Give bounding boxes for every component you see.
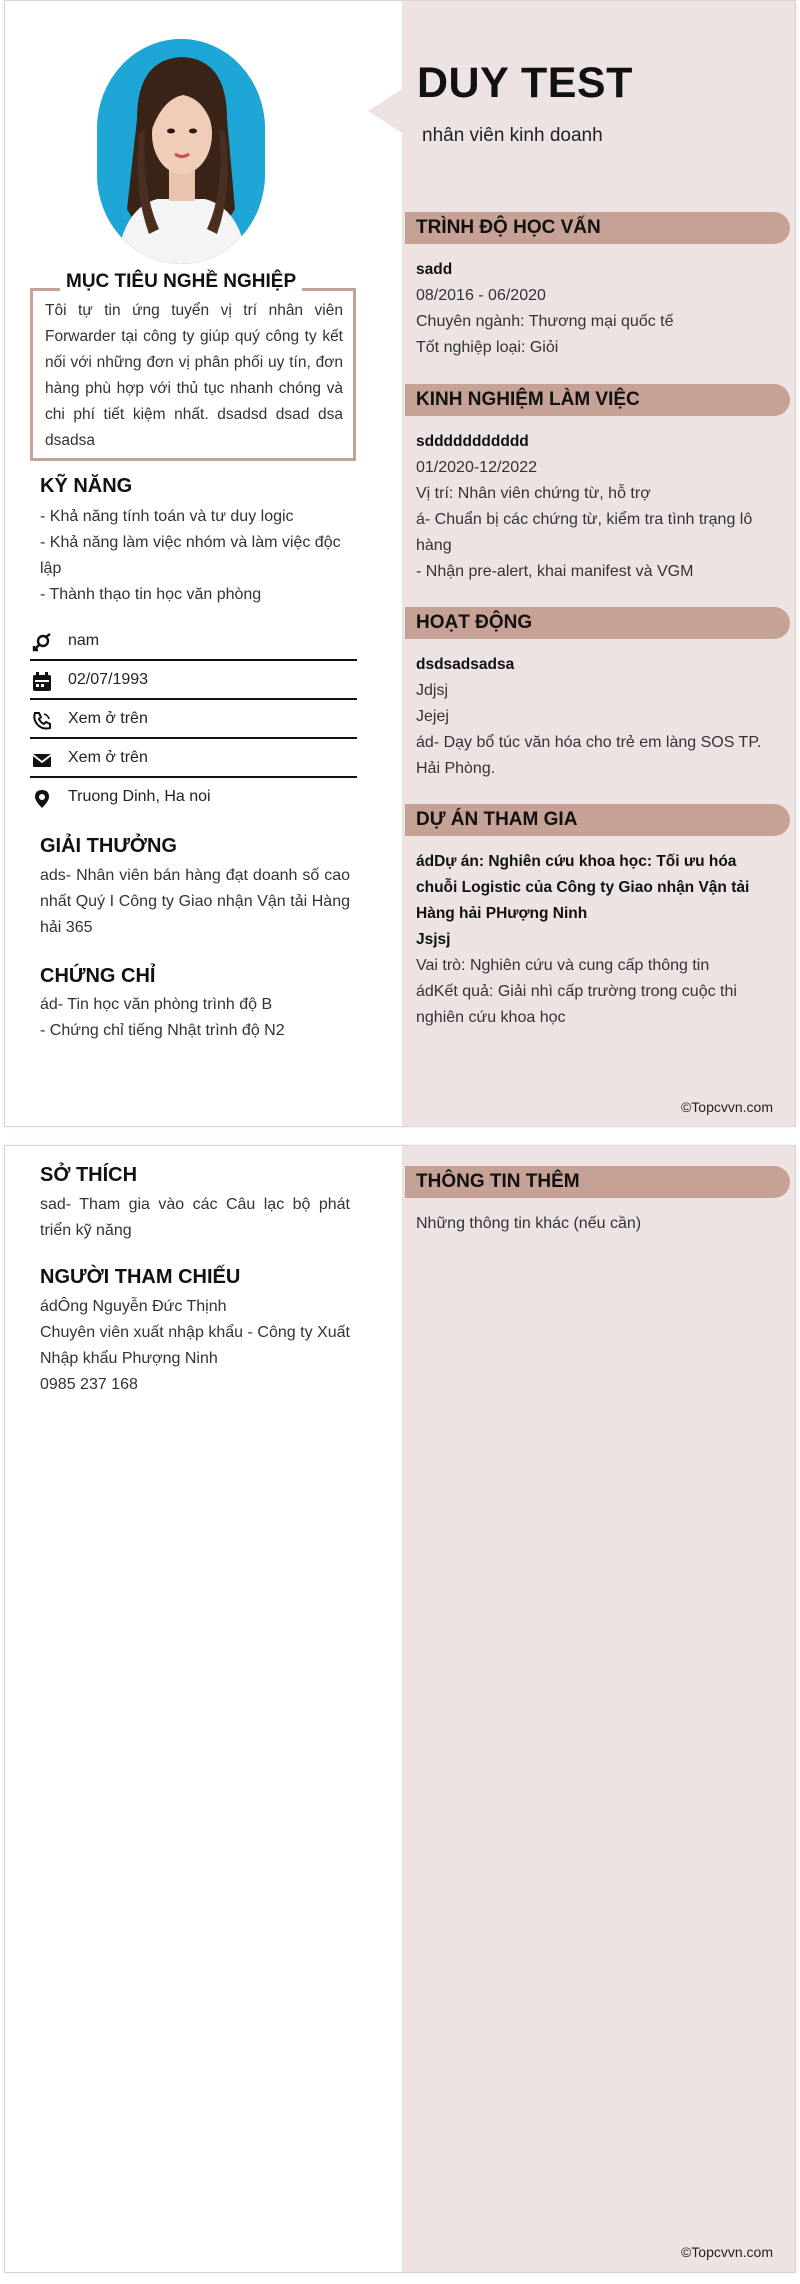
contact-email: Xem ở trên [68, 749, 148, 766]
email-icon [32, 750, 52, 770]
experience-line: - Nhận pre-alert, khai manifest và VGM [416, 563, 694, 580]
reference-line: ádÔng Nguyễn Đức Thịnh [40, 1298, 227, 1315]
activities-line: Jejej [416, 708, 449, 725]
awards-title: GIẢI THƯỞNG [40, 835, 177, 857]
activities-line: Jdjsj [416, 682, 449, 699]
experience-line: Vị trí: Nhân viên chứng từ, hỗ trợ [416, 485, 651, 502]
project-name: ádDự án: Nghiên cứu khoa học: Tối ưu hóa chuỗi Logistic của Công ty Giao nhận Vận tải Hàng hải PHượng Ninh [416, 853, 750, 922]
certificate-item: ád- Tin học văn phòng trình độ B [40, 996, 273, 1013]
phone-icon [32, 711, 52, 731]
skill-item: - Khả năng tính toán và tư duy logic [40, 508, 294, 525]
certificates-list [40, 992, 350, 1044]
education-period: 08/2016 - 06/2020 [416, 287, 546, 304]
calendar-icon [32, 672, 52, 692]
footer-brand: ©Topcvvn.com [680, 2244, 773, 2260]
experience-period: 01/2020-12/2022 [416, 459, 537, 476]
contact-phone: Xem ở trên [68, 710, 148, 727]
contact-address: Truong Dinh, Ha noi [68, 788, 211, 805]
activities-heading: HOẠT ĐỘNG [405, 607, 790, 639]
contact-gender: nam [68, 632, 100, 649]
cv-page-2 [4, 1145, 796, 2273]
objective-box [30, 288, 356, 461]
hobbies-title: SỞ THÍCH [40, 1164, 138, 1186]
reference-line: Chuyên viên xuất nhập khẩu - Công ty Xuất Nhập khẩu Phượng Ninh [40, 1324, 350, 1367]
certificates-title: CHỨNG CHỈ [40, 965, 156, 987]
gender-icon [32, 633, 52, 653]
additional-text: Những thông tin khác (nếu cần) [416, 1215, 642, 1232]
contact-gender-row [30, 623, 357, 661]
references-content [40, 1294, 350, 1398]
certificate-item: - Chứng chỉ tiếng Nhật trình độ N2 [40, 1022, 285, 1039]
skills-title: KỸ NĂNG [40, 475, 133, 497]
education-content [416, 257, 771, 361]
experience-content [416, 429, 771, 585]
contact-birthday: 02/07/1993 [68, 671, 149, 688]
experience-line: á- Chuẩn bị các chứng từ, kiểm tra tình trạng lô hàng [416, 511, 753, 554]
additional-heading: THÔNG TIN THÊM [405, 1166, 790, 1198]
objective-text: Tôi tự tin ứng tuyển vị trí nhân viên Forwarder tại công ty giúp quý công ty kết nối với những đơn vị phân phối uy tín, đơn hàng phù hợp với thủ tục nhanh chóng và chi phí tiết kiệm nhất. dsadsd dsad dsa dsadsa [45, 302, 343, 449]
activities-line: ád- Dạy bổ túc văn hóa cho trẻ em làng SOS TP. Hải Phòng. [416, 734, 762, 777]
skill-item: - Thành thạo tin học văn phòng [40, 586, 262, 603]
references-title: NGƯỜI THAM CHIẾU [40, 1266, 241, 1288]
right-column [402, 1146, 795, 2272]
avatar [97, 39, 265, 264]
footer-brand: ©Topcvvn.com [680, 1099, 773, 1115]
candidate-name: DUY TEST [417, 59, 633, 107]
objective-title: MỤC TIÊU NGHỀ NGHIỆP [60, 271, 302, 293]
contact-phone-row [30, 701, 357, 739]
activities-content [416, 652, 771, 782]
experience-company: sddddddddddd [416, 433, 529, 450]
skills-list [40, 504, 350, 608]
project-line: ádKết quả: Giải nhì cấp trường trong cuộc thi nghiên cứu khoa học [416, 983, 737, 1026]
hobbies-text: sad- Tham gia vào các Câu lạc bộ phát triển kỹ năng [40, 1196, 350, 1239]
education-grade: Tốt nghiệp loại: Giỏi [416, 339, 559, 356]
education-heading: TRÌNH ĐỘ HỌC VẤN [405, 212, 790, 244]
skill-item: - Khả năng làm việc nhóm và làm việc độc lập [40, 534, 341, 577]
education-school: sadd [416, 261, 453, 278]
awards-text: ads- Nhân viên bán hàng đạt doanh số cao nhất Quý I Công ty Giao nhận Vận tải Hàng hải 365 [40, 867, 350, 936]
speech-pointer [368, 89, 402, 133]
contact-address-row [30, 779, 357, 817]
activities-org: dsdsadsadsa [416, 656, 515, 673]
reference-line: 0985 237 168 [40, 1376, 138, 1393]
experience-heading: KINH NGHIỆM LÀM VIỆC [405, 384, 790, 416]
projects-heading: DỰ ÁN THAM GIA [405, 804, 790, 836]
contact-email-row [30, 740, 357, 778]
projects-content [416, 849, 771, 1031]
contact-birthday-row [30, 662, 357, 700]
cv-page-1 [4, 0, 796, 1127]
candidate-job-title: nhân viên kinh doanh [422, 125, 603, 146]
education-major: Chuyên ngành: Thương mại quốc tế [416, 313, 674, 330]
project-sub: Jsjsj [416, 931, 451, 948]
project-line: Vai trò: Nghiên cứu và cung cấp thông tin [416, 957, 710, 974]
location-pin-icon [32, 789, 52, 809]
